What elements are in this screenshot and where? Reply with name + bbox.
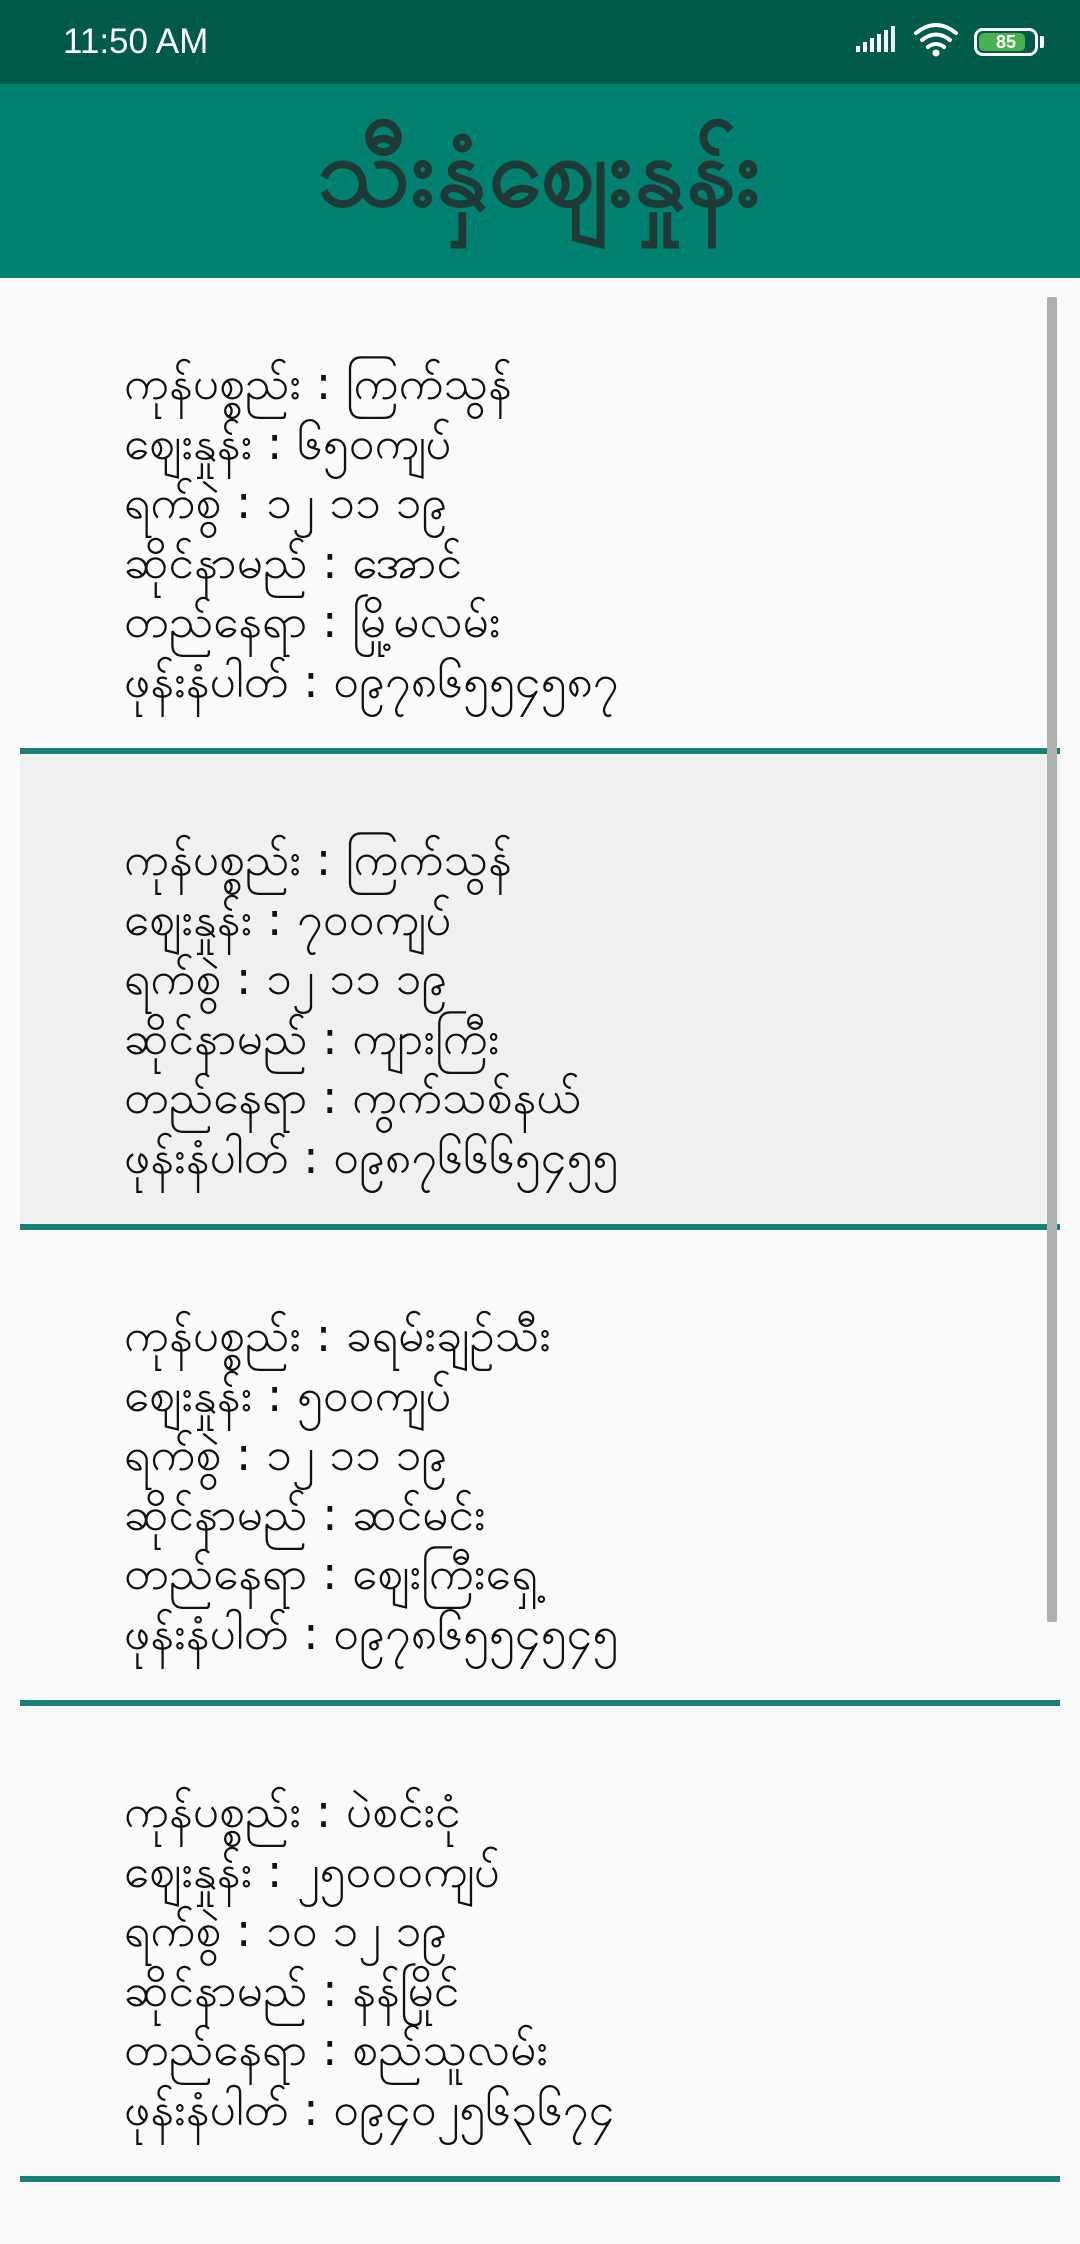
status-time: 11:50 AM (63, 22, 209, 61)
listing-card[interactable] (20, 1706, 1060, 2182)
price-label: ဈေးနှုန်း : (124, 1843, 283, 1898)
battery-tip (1040, 36, 1044, 48)
shop-line (124, 1961, 615, 2021)
phone-label: ဖုန်းနံပါတ် : (124, 1605, 319, 1660)
location-line (124, 592, 619, 652)
page-title: သီးနှံဈေးနှုန်း (317, 116, 763, 228)
crop-label: ကုန်ပစ္စည်း : (124, 832, 332, 886)
phone-value: ၀၉၈၇၆၆၆၅၄၅၅ (333, 1129, 619, 1184)
crop-label: ကုန်ပစ္စည်း : (124, 356, 332, 410)
location-value: ကွက်သစ်နယ် (352, 1070, 581, 1124)
date-value: ၁၂ ၁၁ ၁၉ (266, 475, 448, 529)
price-line (124, 414, 619, 474)
status-icons (854, 22, 1044, 62)
location-label: တည်နေရာ : (124, 2022, 338, 2076)
crop-value: ကြက်သွန် (345, 356, 512, 410)
location-label: တည်နေရာ : (124, 1070, 338, 1124)
shop-label: ဆိုင်နာမည် : (124, 1962, 338, 2017)
crop-value: ကြက်သွန် (345, 832, 512, 886)
date-line (124, 1901, 615, 1961)
crop-line (124, 1306, 618, 1366)
date-value: ၁၂ ၁၁ ၁၉ (266, 951, 448, 1005)
signal-icon (854, 26, 898, 58)
shop-value: နန်မြိုင် (352, 1962, 460, 2017)
date-label: ရက်စွဲ : (124, 475, 252, 529)
price-line (124, 1842, 615, 1902)
date-value: ၁၂ ၁၁ ၁၉ (266, 1427, 448, 1481)
crop-label: ကုန်ပစ္စည်း : (124, 1308, 332, 1362)
phone-label: ဖုန်းနံပါတ် : (124, 653, 319, 708)
location-value: ဈေးကြီးရှေ့ (352, 1546, 538, 1600)
location-value: မြို့မလမ်း (352, 594, 501, 648)
battery-level: 85 (995, 32, 1017, 52)
phone-label: ဖုန်းနံပါတ် : (124, 1129, 319, 1184)
price-label: ဈေးနှုန်း : (124, 415, 283, 470)
scrollbar[interactable] (1047, 297, 1057, 1622)
phone-line (124, 2080, 615, 2140)
status-bar (0, 0, 1080, 84)
crop-line (124, 830, 618, 890)
shop-label: ဆိုင်နာမည် : (124, 1010, 338, 1065)
date-value: ၁၀ ၁၂ ၁၉ (266, 1903, 448, 1957)
shop-line (124, 533, 619, 593)
price-value: ၇၀၀ကျပ် (297, 891, 452, 946)
shop-value: အောင် (352, 534, 463, 589)
price-value: ၆၅၀ကျပ် (297, 415, 452, 470)
price-label: ဈေးနှုန်း : (124, 1367, 283, 1422)
price-label: ဈေးနှုန်း : (124, 891, 283, 946)
shop-line (124, 1485, 618, 1545)
price-line (124, 1366, 618, 1426)
price-line (124, 890, 618, 950)
crop-label: ကုန်ပစ္စည်း : (124, 1784, 332, 1838)
phone-value: ၀၉၇၈၆၅၅၄၅၄၅ (333, 1605, 619, 1660)
app-bar (0, 84, 1080, 278)
price-value: ၂၅၀၀၀ကျပ် (297, 1843, 501, 1898)
date-line (124, 1425, 618, 1485)
date-line (124, 473, 619, 533)
shop-label: ဆိုင်နာမည် : (124, 534, 338, 589)
battery-icon (974, 28, 1038, 56)
shop-label: ဆိုင်နာမည် : (124, 1486, 338, 1541)
listing-list[interactable] (20, 278, 1060, 2182)
phone-label: ဖုန်းနံပါတ် : (124, 2081, 319, 2136)
crop-line (124, 354, 619, 414)
phone-line (124, 1604, 618, 1664)
crop-value: ခရမ်းချဥ်သီး (345, 1308, 551, 1362)
price-value: ၅၀၀ကျပ် (297, 1367, 452, 1422)
location-label: တည်နေရာ : (124, 594, 338, 648)
phone-value: ၀၉၇၈၆၅၅၄၅၈၇ (333, 653, 619, 708)
phone-line (124, 1128, 618, 1188)
wifi-icon (914, 23, 958, 61)
listing-card[interactable] (20, 754, 1060, 1230)
location-line (124, 1068, 618, 1128)
shop-value: ဆင်မင်း (352, 1486, 486, 1541)
crop-value: ပဲစင်းငုံ (345, 1784, 461, 1838)
crop-line (124, 1782, 615, 1842)
date-label: ရက်စွဲ : (124, 1427, 252, 1481)
shop-value: ကျားကြီး (352, 1010, 500, 1065)
date-label: ရက်စွဲ : (124, 951, 252, 1005)
location-line (124, 2020, 615, 2080)
date-line (124, 949, 618, 1009)
date-label: ရက်စွဲ : (124, 1903, 252, 1957)
location-label: တည်နေရာ : (124, 1546, 338, 1600)
listing-card[interactable] (20, 1230, 1060, 1706)
location-value: စည်သူလမ်း (352, 2022, 549, 2076)
location-line (124, 1544, 618, 1604)
listing-card[interactable] (20, 278, 1060, 754)
phone-value: ၀၉၄၀၂၅၆၃၆၇၄ (333, 2081, 615, 2136)
shop-line (124, 1009, 618, 1069)
phone-line (124, 652, 619, 712)
